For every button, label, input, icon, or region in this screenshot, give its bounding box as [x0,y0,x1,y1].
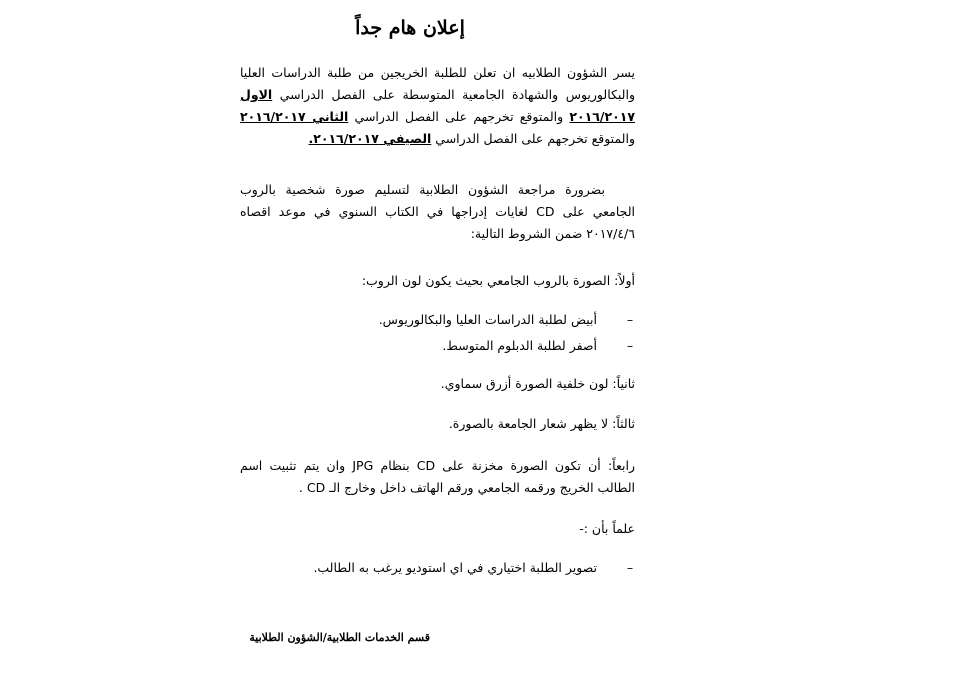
intro-text-3: والمتوقع تخرجهم على الفصل الدراسي [431,131,635,146]
condition-fourth: رابعاً: أن تكون الصورة مخزنة على CD بنظام JPG وان يتم تثبيت اسم الطالب الخريج ورقمه الجامعي ورقم الهاتف داخل وخارج الـ CD . [240,458,636,495]
list-item [240,333,635,359]
term-second: الثاني [312,109,349,124]
notice-heading: علماً بأن :- [579,521,635,536]
condition-third: ثالثاً: لا يظهر شعار الجامعة بالصورة. [448,416,635,431]
intro-text-1: يسر الشؤون الطلابيه ان تعلن للطلبة الخريجين من طلبة الدراسات العليا والبكالوريوس والشهادة الجامعية المتوسطة على الفصل الدراسي [240,65,635,102]
year-first: ٢٠١٦/٢٠١٧ [569,109,635,124]
year-summer: ٢٠١٦/٢٠١٧. [308,131,384,146]
list-item-text: أصفر لطلبة الدبلوم المتوسط. [442,338,597,353]
signature: قسم الخدمات الطلابية/الشؤون الطلابية [249,631,430,644]
requirement-paragraph: بضرورة مراجعة الشؤون الطلابية لتسليم صورة شخصية بالروب الجامعي على CD لغايات إدراجها في الكتاب السنوي في موعد اقصاه ٢٠١٧/٤/٦ ضمن الشروط التالية: [240,182,636,241]
intro-paragraph [240,62,635,150]
intro-text-2: والمتوقع تخرجهم على الفصل الدراسي [348,109,570,124]
notice-list [240,555,635,581]
dash-bullet-icon: – [626,312,634,327]
term-summer: الصيفي [383,131,432,146]
year-second: ٢٠١٦/٢٠١٧ [240,109,313,124]
announcement-title: إعلان هام جداً [355,17,465,39]
robe-color-list [240,307,635,359]
list-item [240,555,635,581]
list-item-text: أبيض لطلبة الدراسات العليا والبكالوريوس. [378,312,597,327]
condition-first: أولاً: الصورة بالروب الجامعي بحيث يكون لون الروب: [361,273,635,288]
term-first: الاول [240,87,273,102]
condition-second: ثانياً: لون خلفية الصورة أزرق سماوي. [440,376,635,391]
dash-bullet-icon: – [626,338,634,353]
list-item [240,307,635,333]
dash-bullet-icon: – [626,560,634,575]
list-item-text: تصوير الطلبة اختياري في اي استوديو يرغب به الطالب. [313,560,597,575]
